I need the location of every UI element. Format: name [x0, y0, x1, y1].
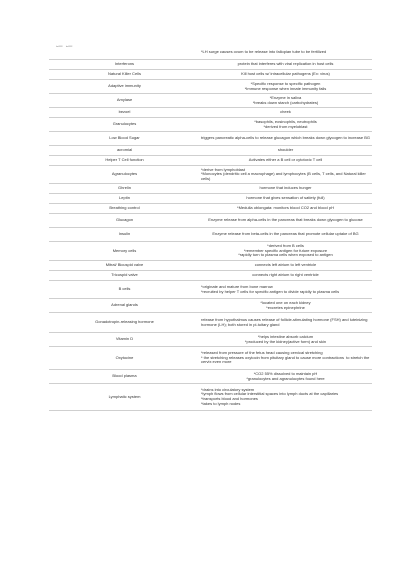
term-cell: Lymphatic system [108, 393, 141, 399]
term-cell: B cells [118, 286, 131, 292]
table-row [49, 281, 372, 299]
term-cell: Blood plasma [112, 373, 137, 379]
definition-line: *transports blood and hormones [201, 396, 258, 401]
definition-line: Enzyme release from alpha-cells in the pancreas that breaks down glycogen to glucose [208, 217, 363, 223]
definition-cell [200, 184, 372, 193]
definition-line: *Medulla oblongata: monitors blood CO2 and blood pH [237, 205, 334, 211]
term-cell: Adrenal glands [111, 302, 138, 308]
definition-cell [200, 46, 372, 59]
definition-cell [200, 156, 372, 165]
definition-line: *breaks down starch (carbohydrates) [252, 99, 319, 105]
definition-cell [200, 313, 372, 332]
term-cell: Agranulocytes [111, 171, 138, 177]
definition-line: *drains into circulatory system [201, 386, 255, 392]
definition-cell [200, 347, 372, 369]
definition-line: hormone that gives sensation of satiety (full) [246, 195, 325, 201]
definition-line: Kill host cells w/ intracellular pathogens (Ex: virus) [241, 71, 330, 77]
definition-line: *derived from myeloblast [263, 123, 308, 129]
table-row [49, 146, 372, 156]
term-cell: Granulocytes [112, 121, 137, 127]
definition-line: shoulder [277, 147, 294, 153]
term-cell: Gonadotropin-releasing hormone [95, 319, 154, 325]
definition-cell [200, 60, 372, 69]
table-row [49, 70, 372, 80]
table-row [49, 80, 372, 94]
definition-line: *basophils, eosinophils, neutrophils [254, 118, 317, 124]
definition-line: hormone that induces hunger [259, 185, 312, 191]
definition-cell [200, 132, 372, 145]
definition-cell [200, 194, 372, 203]
definition-cell [200, 94, 372, 107]
definition-line: *LH surge causes ovum to be release into fallopian tube to be fertilized [201, 49, 327, 55]
definition-line: connects right atrium to right ventricle [252, 272, 319, 278]
definition-line: *CO2 55% dissolved to maintain pH [253, 370, 318, 376]
definition-line: *derive from lymphoblast [201, 166, 246, 172]
term-cell: Ghrelin [118, 185, 131, 191]
term-cell: Leptin [119, 195, 130, 201]
definition-cell [200, 166, 372, 183]
table-row [49, 228, 372, 242]
definition-line: *lymph flows from cellular interstitial spaces into lymph ducts at the capillaries [201, 391, 339, 397]
definition-cell [200, 333, 372, 346]
definition-line: *produced by the kidney(active form) and skin [244, 338, 327, 344]
term-cell: Natural Killer Cells [108, 71, 141, 77]
term-cell: Vitamin D [115, 336, 134, 342]
definition-line: *remember specific antigen for future exposure [243, 247, 328, 253]
flashcard-table [49, 46, 372, 411]
definition-cell [200, 299, 372, 312]
definition-line: *Specific response to specific pathogen [250, 80, 321, 86]
definition-line: *excretes epinephrine [266, 304, 305, 310]
table-row [49, 194, 372, 204]
table-row [49, 261, 372, 271]
definition-line: *helps intestine absorb calcium [257, 333, 314, 339]
term-cell: Low Blood Sugar [109, 135, 140, 141]
term-cell: Helper T Cell function [105, 157, 144, 163]
definition-cell [200, 70, 372, 79]
table-row [49, 46, 372, 60]
term-cell [49, 46, 200, 59]
table-row [49, 184, 372, 194]
table-row [49, 132, 372, 146]
table-row [49, 94, 372, 108]
definition-cell [200, 384, 372, 410]
definition-cell [200, 118, 372, 131]
table-row [49, 384, 372, 411]
term-cell: Mitral/ Bicuspid valve [105, 262, 144, 268]
definition-line: connects left atrium to left ventricle [254, 262, 317, 268]
term-cell: bezoel [118, 109, 131, 115]
definition-line: * the stretching releases oxytocin from pituitary gland to cause more contractions to stretch the cervix even more [201, 354, 371, 365]
term-cell: Oxytocine [115, 354, 134, 360]
definition-cell [200, 261, 372, 270]
table-row [49, 156, 372, 166]
definition-line: *Immune response when innate immunity fails [244, 85, 327, 91]
definition-line: Activates either a B cell or cytotoxic T cell [248, 157, 323, 163]
definition-cell [200, 80, 372, 93]
definition-line: triggers pancreatic alpha-cells to release glucagon which breaks down glycogen to increase BG [201, 135, 370, 141]
definition-line: *released from pressure of the fetus head causing cervical stretching [201, 350, 323, 356]
table-row [49, 333, 372, 347]
table-row [49, 214, 372, 228]
definition-line: *located one on each kidney [260, 299, 311, 305]
term-cell: Adaptive immunity [108, 83, 141, 89]
definition-line: release from hypothalmus causes release of follicle-stimulating hormone (FSH) and luteinizing hormone (LH); both stored in pi-tuitary gland [201, 316, 369, 327]
definition-cell [200, 242, 372, 260]
table-row [49, 108, 372, 118]
term-cell: Interferons [114, 61, 135, 67]
definition-line: protein that interferes with viral replication in host cells [237, 61, 334, 67]
definition-line: *rapidly turn to plasma cells when exposed to antigen [238, 252, 333, 258]
definition-line: cheek [280, 109, 291, 115]
definition-line: *Monocytes (dendritic cell a macrophage) and lymphocytes (B cells, T cells, and Natural killer cells) [201, 171, 367, 181]
term-cell: Insulin [118, 231, 131, 237]
definition-cell [200, 214, 372, 227]
term-cell: acromial [116, 147, 133, 153]
table-row [49, 204, 372, 214]
table-row [49, 166, 372, 184]
definition-line: *Enzyme in saliva [269, 94, 302, 100]
definition-cell [200, 281, 372, 298]
table-row [49, 118, 372, 132]
table-row [49, 313, 372, 333]
definition-line: *recruited by helper T cells for specific antigen to divide rapidly to plasma cells [201, 288, 340, 294]
definition-line: *originate and mature from bone marrow [201, 283, 273, 289]
definition-cell [200, 271, 372, 280]
table-row [49, 370, 372, 384]
term-cell: Breathing control [109, 205, 140, 211]
definition-line: Enzyme release from beta-cells in the pancreas that promote cellular uptake of BG [212, 231, 359, 237]
page-header-mark: ㅡ ㅡ [56, 44, 73, 51]
definition-cell [200, 370, 372, 383]
definition-line: *granulocytes and agranulocytes found here [246, 375, 325, 381]
term-cell: Memory cells [112, 247, 137, 253]
table-row [49, 347, 372, 370]
table-row [49, 271, 372, 281]
term-cell: Glucagon [115, 217, 134, 223]
definition-line: *derived from B cells [267, 243, 304, 249]
definition-cell [200, 228, 372, 241]
definition-cell [200, 108, 372, 117]
term-cell: Amylase [116, 97, 133, 103]
term-cell: Tricuspid valve [111, 272, 138, 278]
definition-cell [200, 146, 372, 155]
table-row [49, 60, 372, 70]
definition-line: *takes to lymph nodes [201, 400, 241, 406]
table-row [49, 242, 372, 261]
definition-cell [200, 204, 372, 213]
table-row [49, 299, 372, 313]
